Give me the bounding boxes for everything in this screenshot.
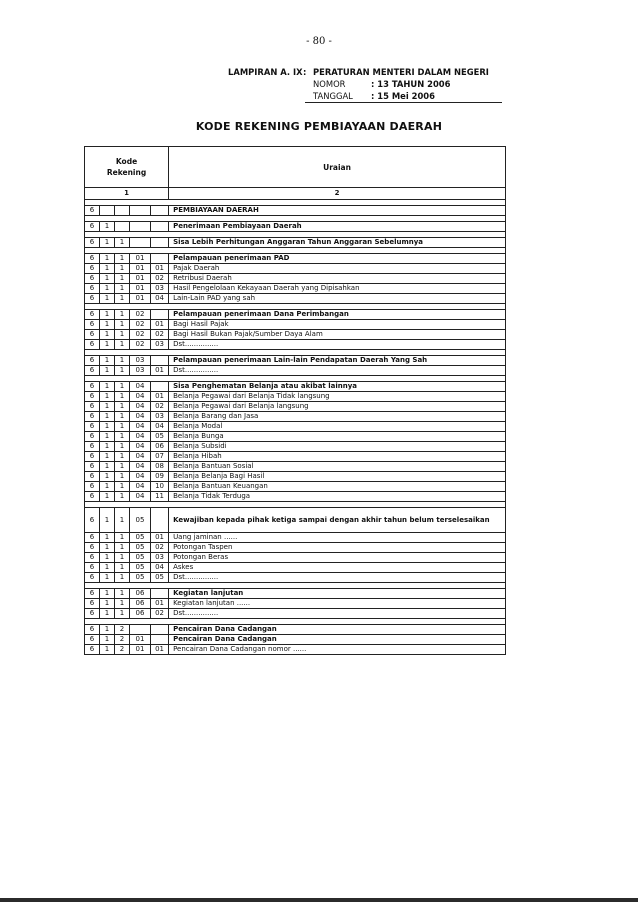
code-cell-5: 01 [151, 533, 169, 543]
code-cell-4: 04 [130, 412, 151, 422]
code-cell-2: 1 [100, 472, 115, 482]
code-cell-3: 1 [115, 284, 130, 294]
code-cell-5 [151, 382, 169, 392]
code-cell-5: 09 [151, 472, 169, 482]
code-cell-5 [151, 310, 169, 320]
header-underline [305, 102, 502, 103]
code-cell-5: 03 [151, 340, 169, 350]
uraian-cell: Belanja Belanja Bagi Hasil [169, 472, 506, 482]
code-cell-2: 1 [100, 508, 115, 533]
code-cell-5: 06 [151, 442, 169, 452]
code-cell-2: 1 [100, 294, 115, 304]
table-row [85, 635, 506, 645]
code-cell-4: 06 [130, 609, 151, 619]
code-cell-5 [151, 238, 169, 248]
code-cell-3: 1 [115, 442, 130, 452]
code-cell-5: 02 [151, 543, 169, 553]
code-cell-2: 1 [100, 599, 115, 609]
code-cell-3: 1 [115, 254, 130, 264]
code-cell-1: 6 [85, 402, 100, 412]
code-cell-3: 1 [115, 472, 130, 482]
code-cell-1: 6 [85, 320, 100, 330]
code-cell-5: 05 [151, 432, 169, 442]
code-cell-1: 6 [85, 264, 100, 274]
code-cell-1: 6 [85, 356, 100, 366]
code-cell-1: 6 [85, 508, 100, 533]
code-cell-1: 6 [85, 573, 100, 583]
code-cell-1: 6 [85, 254, 100, 264]
attachment-label: LAMPIRAN A. IX [228, 67, 303, 77]
code-cell-2: 1 [100, 238, 115, 248]
code-cell-3: 1 [115, 573, 130, 583]
scan-edge [0, 898, 638, 902]
code-cell-3: 1 [115, 599, 130, 609]
uraian-cell: Belanja Barang dan Jasa [169, 412, 506, 422]
code-cell-4: 01 [130, 645, 151, 655]
code-cell-2: 1 [100, 382, 115, 392]
code-cell-5: 02 [151, 402, 169, 412]
code-cell-2: 1 [100, 563, 115, 573]
code-cell-5: 03 [151, 553, 169, 563]
code-cell-3: 1 [115, 264, 130, 274]
code-cell-4: 01 [130, 294, 151, 304]
code-cell-2: 1 [100, 422, 115, 432]
table-row [85, 284, 506, 294]
code-cell-2: 1 [100, 482, 115, 492]
code-cell-4: 01 [130, 284, 151, 294]
uraian-cell: Pencairan Dana Cadangan [169, 635, 506, 645]
code-cell-2: 1 [100, 264, 115, 274]
code-cell-5: 01 [151, 320, 169, 330]
uraian-cell: Uang jaminan ...... [169, 533, 506, 543]
code-cell-1: 6 [85, 432, 100, 442]
code-cell-2: 1 [100, 284, 115, 294]
table-row [85, 462, 506, 472]
code-cell-4: 06 [130, 589, 151, 599]
page-number: - 80 - [306, 36, 332, 47]
code-cell-4: 04 [130, 442, 151, 452]
code-cell-1: 6 [85, 645, 100, 655]
uraian-cell: Belanja Bantuan Sosial [169, 462, 506, 472]
code-cell-4: 05 [130, 508, 151, 533]
code-cell-4 [130, 625, 151, 635]
table-row [85, 543, 506, 553]
code-cell-4: 03 [130, 366, 151, 376]
code-cell-3: 1 [115, 609, 130, 619]
code-cell-1: 6 [85, 553, 100, 563]
code-cell-2: 1 [100, 543, 115, 553]
code-cell-3: 1 [115, 508, 130, 533]
header-separator: : [303, 67, 307, 77]
code-cell-5: 10 [151, 482, 169, 492]
code-cell-4: 02 [130, 330, 151, 340]
table-row [85, 589, 506, 599]
uraian-cell: Potongan Taspen [169, 543, 506, 553]
uraian-cell: Belanja Bantuan Keuangan [169, 482, 506, 492]
code-cell-2: 1 [100, 645, 115, 655]
uraian-cell: Potongan Beras [169, 553, 506, 563]
code-cell-3: 1 [115, 432, 130, 442]
uraian-cell: Pelampauan penerimaan Dana Perimbangan [169, 310, 506, 320]
code-cell-1: 6 [85, 382, 100, 392]
table-row [85, 382, 506, 392]
code-cell-4: 04 [130, 492, 151, 502]
code-cell-3: 2 [115, 625, 130, 635]
code-cell-2: 1 [100, 492, 115, 502]
table-row [85, 274, 506, 284]
code-cell-4: 04 [130, 462, 151, 472]
code-cell-3 [115, 222, 130, 232]
table-row [85, 625, 506, 635]
code-cell-3: 1 [115, 543, 130, 553]
uraian-cell: Belanja Modal [169, 422, 506, 432]
code-cell-2: 1 [100, 412, 115, 422]
code-cell-4: 02 [130, 320, 151, 330]
uraian-cell: Pelampauan penerimaan Lain-lain Pendapatan Daerah Yang Sah [169, 356, 506, 366]
uraian-cell: Belanja Pegawai dari Belanja langsung [169, 402, 506, 412]
code-cell-2: 1 [100, 432, 115, 442]
code-cell-5 [151, 356, 169, 366]
code-cell-1: 6 [85, 412, 100, 422]
uraian-cell: Dst............... [169, 340, 506, 350]
table-row [85, 609, 506, 619]
table-row [85, 492, 506, 502]
code-cell-3: 1 [115, 366, 130, 376]
code-cell-2: 1 [100, 222, 115, 232]
uraian-cell: Bagi Hasil Pajak [169, 320, 506, 330]
code-cell-4: 04 [130, 392, 151, 402]
code-cell-1: 6 [85, 294, 100, 304]
code-cell-5: 04 [151, 422, 169, 432]
column-number-uraian: 2 [169, 188, 506, 200]
code-cell-1: 6 [85, 589, 100, 599]
code-cell-3: 1 [115, 274, 130, 284]
code-cell-5 [151, 625, 169, 635]
uraian-cell: Dst............... [169, 366, 506, 376]
code-cell-1: 6 [85, 442, 100, 452]
code-cell-4: 05 [130, 543, 151, 553]
uraian-cell: Dst............... [169, 573, 506, 583]
code-cell-1: 6 [85, 635, 100, 645]
code-cell-1: 6 [85, 462, 100, 472]
code-cell-1: 6 [85, 366, 100, 376]
code-cell-1: 6 [85, 310, 100, 320]
code-cell-2: 1 [100, 589, 115, 599]
code-cell-5: 03 [151, 412, 169, 422]
uraian-cell: Belanja Pegawai dari Belanja Tidak langsung [169, 392, 506, 402]
table-row [85, 645, 506, 655]
kode-rekening-header [85, 147, 169, 188]
code-cell-2: 1 [100, 402, 115, 412]
uraian-cell: Sisa Penghematan Belanja atau akibat lainnya [169, 382, 506, 392]
code-cell-4: 06 [130, 599, 151, 609]
uraian-cell: Lain-Lain PAD yang sah [169, 294, 506, 304]
code-cell-5: 01 [151, 599, 169, 609]
table-row [85, 264, 506, 274]
table-row [85, 366, 506, 376]
code-cell-3: 1 [115, 402, 130, 412]
tanggal-value: : 15 Mei 2006 [371, 91, 435, 101]
code-cell-1: 6 [85, 274, 100, 284]
uraian-cell: Belanja Bunga [169, 432, 506, 442]
code-cell-3: 1 [115, 330, 130, 340]
kode-header-line2: Rekening [106, 168, 147, 177]
code-cell-1: 6 [85, 533, 100, 543]
code-cell-3: 1 [115, 340, 130, 350]
code-cell-1: 6 [85, 625, 100, 635]
code-cell-5: 01 [151, 366, 169, 376]
code-cell-4: 05 [130, 563, 151, 573]
code-cell-3: 1 [115, 392, 130, 402]
table-row [85, 432, 506, 442]
code-cell-5: 04 [151, 563, 169, 573]
code-cell-4: 01 [130, 254, 151, 264]
code-cell-4: 05 [130, 533, 151, 543]
code-cell-5: 01 [151, 264, 169, 274]
code-cell-3: 2 [115, 645, 130, 655]
uraian-cell: Pelampauan penerimaan PAD [169, 254, 506, 264]
code-cell-5: 07 [151, 452, 169, 462]
code-cell-2: 1 [100, 635, 115, 645]
table-row [85, 553, 506, 563]
account-code-table [84, 146, 506, 655]
code-cell-1: 6 [85, 563, 100, 573]
code-cell-3: 1 [115, 462, 130, 472]
table-row [85, 356, 506, 366]
uraian-cell: PEMBIAYAAN DAERAH [169, 206, 506, 216]
code-cell-4: 01 [130, 274, 151, 284]
uraian-cell: Hasil Pengelolaan Kekayaan Daerah yang Dipisahkan [169, 284, 506, 294]
code-cell-3: 1 [115, 356, 130, 366]
uraian-cell: Pajak Daerah [169, 264, 506, 274]
uraian-cell: Belanja Tidak Terduga [169, 492, 506, 502]
table-row [85, 442, 506, 452]
code-cell-4: 04 [130, 432, 151, 442]
code-cell-4: 04 [130, 452, 151, 462]
code-cell-4: 04 [130, 402, 151, 412]
code-cell-5: 02 [151, 330, 169, 340]
code-cell-4 [130, 206, 151, 216]
code-cell-2: 1 [100, 330, 115, 340]
code-cell-5 [151, 589, 169, 599]
code-cell-4: 04 [130, 482, 151, 492]
code-cell-1: 6 [85, 330, 100, 340]
code-cell-4: 01 [130, 264, 151, 274]
code-cell-1: 6 [85, 599, 100, 609]
uraian-cell: Bagi Hasil Bukan Pajak/Sumber Daya Alam [169, 330, 506, 340]
code-cell-3: 1 [115, 563, 130, 573]
code-cell-1: 6 [85, 482, 100, 492]
code-cell-4: 04 [130, 382, 151, 392]
uraian-cell: Belanja Hibah [169, 452, 506, 462]
attachment-header [228, 66, 489, 102]
code-cell-2: 1 [100, 625, 115, 635]
code-cell-2: 1 [100, 462, 115, 472]
code-cell-4: 01 [130, 635, 151, 645]
code-cell-5: 01 [151, 392, 169, 402]
code-cell-1: 6 [85, 238, 100, 248]
table-row [85, 222, 506, 232]
uraian-header: Uraian [169, 147, 506, 188]
table-row [85, 563, 506, 573]
code-cell-2: 1 [100, 356, 115, 366]
nomor-value: : 13 TAHUN 2006 [371, 79, 451, 89]
code-cell-1: 6 [85, 452, 100, 462]
table-row [85, 452, 506, 462]
code-cell-2: 1 [100, 366, 115, 376]
code-cell-1: 6 [85, 609, 100, 619]
code-cell-5 [151, 508, 169, 533]
code-cell-1: 6 [85, 284, 100, 294]
code-cell-3: 1 [115, 382, 130, 392]
code-cell-5: 02 [151, 274, 169, 284]
code-cell-4 [130, 222, 151, 232]
code-cell-2: 1 [100, 553, 115, 563]
code-cell-4: 03 [130, 356, 151, 366]
column-number-kode: 1 [85, 188, 169, 200]
code-cell-1: 6 [85, 392, 100, 402]
table-row [85, 254, 506, 264]
code-cell-4: 04 [130, 422, 151, 432]
code-cell-2: 1 [100, 310, 115, 320]
uraian-cell: Retribusi Daerah [169, 274, 506, 284]
uraian-cell: Pencairan Dana Cadangan nomor ...... [169, 645, 506, 655]
code-cell-5 [151, 254, 169, 264]
code-cell-2: 1 [100, 442, 115, 452]
code-cell-2 [100, 206, 115, 216]
code-cell-2: 1 [100, 533, 115, 543]
code-cell-3: 2 [115, 635, 130, 645]
code-cell-4: 02 [130, 310, 151, 320]
tanggal-label: TANGGAL [313, 91, 353, 101]
code-cell-3: 1 [115, 320, 130, 330]
code-cell-5 [151, 222, 169, 232]
code-cell-4: 05 [130, 553, 151, 563]
code-cell-5: 05 [151, 573, 169, 583]
code-cell-3: 1 [115, 492, 130, 502]
table-row [85, 320, 506, 330]
uraian-cell: Kegiatan lanjutan [169, 589, 506, 599]
code-cell-1: 6 [85, 472, 100, 482]
code-cell-2: 1 [100, 340, 115, 350]
uraian-cell: Sisa Lebih Perhitungan Anggaran Tahun Anggaran Sebelumnya [169, 238, 506, 248]
code-cell-5: 03 [151, 284, 169, 294]
code-cell-5: 08 [151, 462, 169, 472]
code-cell-3 [115, 206, 130, 216]
regulation-title: PERATURAN MENTERI DALAM NEGERI [313, 67, 489, 77]
uraian-cell: Belanja Subsidi [169, 442, 506, 452]
code-cell-2: 1 [100, 254, 115, 264]
code-cell-5 [151, 635, 169, 645]
code-cell-3: 1 [115, 482, 130, 492]
table-row [85, 310, 506, 320]
table-row [85, 533, 506, 543]
code-cell-4: 04 [130, 472, 151, 482]
code-cell-5 [151, 206, 169, 216]
code-cell-3: 1 [115, 533, 130, 543]
table-row [85, 330, 506, 340]
table-row [85, 238, 506, 248]
table-header-row [85, 147, 506, 188]
code-cell-3: 1 [115, 422, 130, 432]
code-cell-3: 1 [115, 294, 130, 304]
code-cell-3: 1 [115, 238, 130, 248]
uraian-cell: Kewajiban kepada pihak ketiga sampai dengan akhir tahun belum terselesaikan [169, 508, 506, 533]
table-row [85, 508, 506, 533]
table-row [85, 392, 506, 402]
code-cell-2: 1 [100, 274, 115, 284]
code-cell-3: 1 [115, 589, 130, 599]
code-cell-2: 1 [100, 452, 115, 462]
code-cell-1: 6 [85, 422, 100, 432]
uraian-cell: Pencairan Dana Cadangan [169, 625, 506, 635]
code-cell-1: 6 [85, 340, 100, 350]
code-cell-3: 1 [115, 412, 130, 422]
table-row [85, 412, 506, 422]
code-cell-4 [130, 238, 151, 248]
kode-header-line1: Kode [115, 157, 138, 166]
table-row [85, 340, 506, 350]
table-row [85, 402, 506, 412]
code-cell-2: 1 [100, 573, 115, 583]
code-cell-2: 1 [100, 392, 115, 402]
code-cell-1: 6 [85, 206, 100, 216]
code-cell-5: 01 [151, 645, 169, 655]
code-cell-4: 02 [130, 340, 151, 350]
code-cell-5: 04 [151, 294, 169, 304]
code-cell-1: 6 [85, 492, 100, 502]
table-row [85, 206, 506, 216]
uraian-cell: Kegiatan lanjutan ...... [169, 599, 506, 609]
code-cell-2: 1 [100, 609, 115, 619]
table-row [85, 294, 506, 304]
code-cell-5: 02 [151, 609, 169, 619]
document-title: KODE REKENING PEMBIAYAAN DAERAH [195, 120, 443, 133]
code-cell-3: 1 [115, 553, 130, 563]
uraian-cell: Dst............... [169, 609, 506, 619]
code-cell-1: 6 [85, 222, 100, 232]
code-cell-4: 05 [130, 573, 151, 583]
code-cell-3: 1 [115, 452, 130, 462]
nomor-label: NOMOR [313, 79, 346, 89]
uraian-cell: Askes [169, 563, 506, 573]
code-cell-1: 6 [85, 543, 100, 553]
table-row [85, 599, 506, 609]
table-row [85, 573, 506, 583]
code-cell-3: 1 [115, 310, 130, 320]
table-row [85, 472, 506, 482]
table-row [85, 482, 506, 492]
column-number-row [85, 188, 506, 200]
uraian-cell: Penerimaan Pembiayaan Daerah [169, 222, 506, 232]
table-row [85, 422, 506, 432]
code-cell-5: 11 [151, 492, 169, 502]
code-cell-2: 1 [100, 320, 115, 330]
